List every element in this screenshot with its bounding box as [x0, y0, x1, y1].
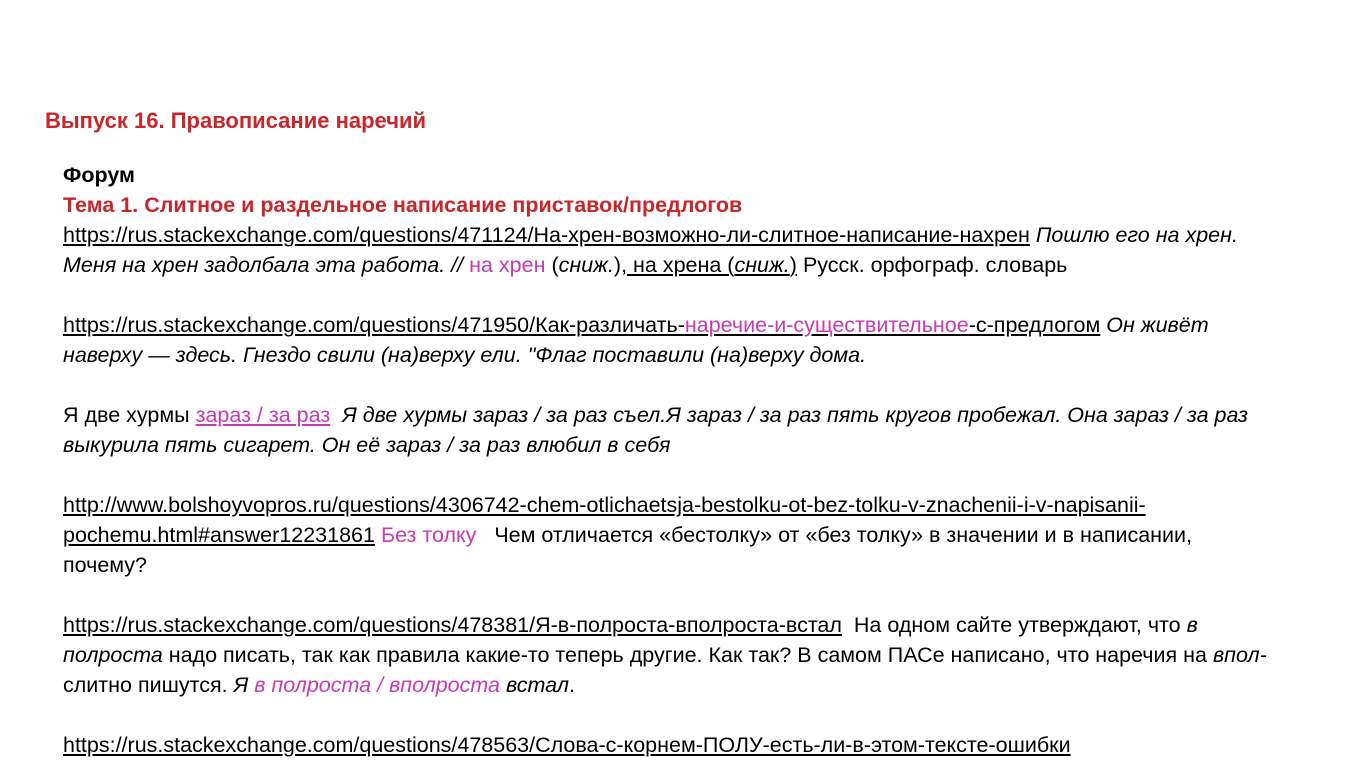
- spacer: [63, 700, 1303, 730]
- entry-5-form: в полроста / вполроста: [254, 673, 501, 697]
- entry-4-form: Без толку: [380, 523, 477, 547]
- spacer: [63, 370, 1303, 400]
- entry-5-text-2: надо писать, так как правила какие-то теперь другие. Как так? В самом ПАСе написано, что наречия на: [168, 643, 1207, 667]
- entry-3-example-2: выкурила пять сигарет. Он её зараз / за раз влюбил в себя: [63, 433, 671, 457]
- entry-3-line-1: [63, 400, 1303, 430]
- issue-title: Выпуск 16. Правописание наречий: [45, 108, 427, 133]
- document-body: [63, 160, 1303, 760]
- entry-1-line-1: [63, 220, 1303, 250]
- entry-5-text-1: На одном сайте утверждают, что: [853, 613, 1181, 637]
- entry-1-source: Русск. орфограф. словарь: [802, 253, 1068, 277]
- entry-5-line-3: [63, 670, 1303, 700]
- entry-1-form-1: на хрен: [469, 253, 546, 277]
- entry-4-line-1: [63, 490, 1303, 520]
- entry-2-line-1: [63, 310, 1303, 340]
- entry-5-italic-3: впол-: [1212, 643, 1267, 667]
- entry-5-text-3: слитно пишутся.: [63, 673, 228, 697]
- entry-1-form-2-link[interactable]: на хрена (сниж.): [627, 253, 797, 277]
- entry-4-question-2: почему?: [63, 553, 148, 577]
- forum-heading: Форум: [63, 163, 135, 187]
- entry-4-question-1: Чем отличается «бестолку» от «без толку» в значении и в написании,: [494, 523, 1193, 547]
- entry-5-period: .: [569, 673, 575, 697]
- entry-5-italic-5: встал: [506, 673, 570, 697]
- entry-2-example-1: Он живёт: [1106, 313, 1209, 337]
- spacer: [63, 460, 1303, 490]
- entry-4-link-2[interactable]: pochemu.html#answer12231861: [63, 523, 375, 547]
- entry-1-example-1: Пошлю его на хрен.: [1035, 223, 1238, 247]
- entry-6-line-1: [63, 730, 1303, 760]
- entry-6-link[interactable]: https://rus.stackexchange.com/questions/478563/Слова-с-корнем-ПОЛУ-есть-ли-в-этом-тексте-ошибки: [63, 733, 1071, 757]
- entry-5-line-2: [63, 640, 1303, 670]
- entry-5-line-1: [63, 610, 1303, 640]
- entry-5-link[interactable]: https://rus.stackexchange.com/questions/478381/Я-в-полроста-вполроста-встал: [63, 613, 842, 637]
- spacer: [63, 580, 1303, 610]
- entry-3-lead: Я две хурмы: [63, 403, 190, 427]
- entry-1-link[interactable]: https://rus.stackexchange.com/questions/471124/На-хрен-возможно-ли-слитное-написание-нахрен: [63, 223, 1030, 247]
- entry-2-example-2: наверху — здесь. Гнездо свили (на)верху ели. "Флаг поставили (на)верху дома.: [63, 343, 867, 367]
- topic-title: Тема 1. Слитное и раздельное написание приставок/предлогов: [63, 193, 743, 217]
- entry-1-open-paren: (: [551, 253, 559, 277]
- entry-5-italic-2: полроста: [63, 643, 163, 667]
- entry-1-line-2: [63, 250, 1303, 280]
- entry-2-link[interactable]: https://rus.stackexchange.com/questions/471950/Как-различать-наречие-и-существительное-с-предлогом: [63, 313, 1101, 337]
- entry-1-note-1: сниж.: [558, 253, 614, 277]
- entry-4-line-2: [63, 520, 1303, 550]
- entry-1-close-comma: ),: [613, 253, 628, 277]
- entry-3-example-1: Я две хурмы зараз / за раз съел.Я зараз / за раз пять кругов пробежал. Она зараз / за раз: [342, 403, 1248, 427]
- entry-5-italic-1: в: [1186, 613, 1198, 637]
- entry-1-example-2: Меня на хрен задолбала эта работа. //: [63, 253, 464, 277]
- entry-1-note-2: сниж.: [734, 253, 790, 277]
- entry-2-link-highlight: наречие-и-существительное: [684, 313, 969, 337]
- entry-3-form-link[interactable]: зараз / за раз: [195, 403, 331, 427]
- spacer: [63, 280, 1303, 310]
- entry-4-link-1[interactable]: http://www.bolshoyvopros.ru/questions/4306742-chem-otlichaetsja-bestolku-ot-bez-tolku-v-znachenii-i-v-napisanii-: [63, 493, 1146, 517]
- entry-5-italic-4: Я: [233, 673, 249, 697]
